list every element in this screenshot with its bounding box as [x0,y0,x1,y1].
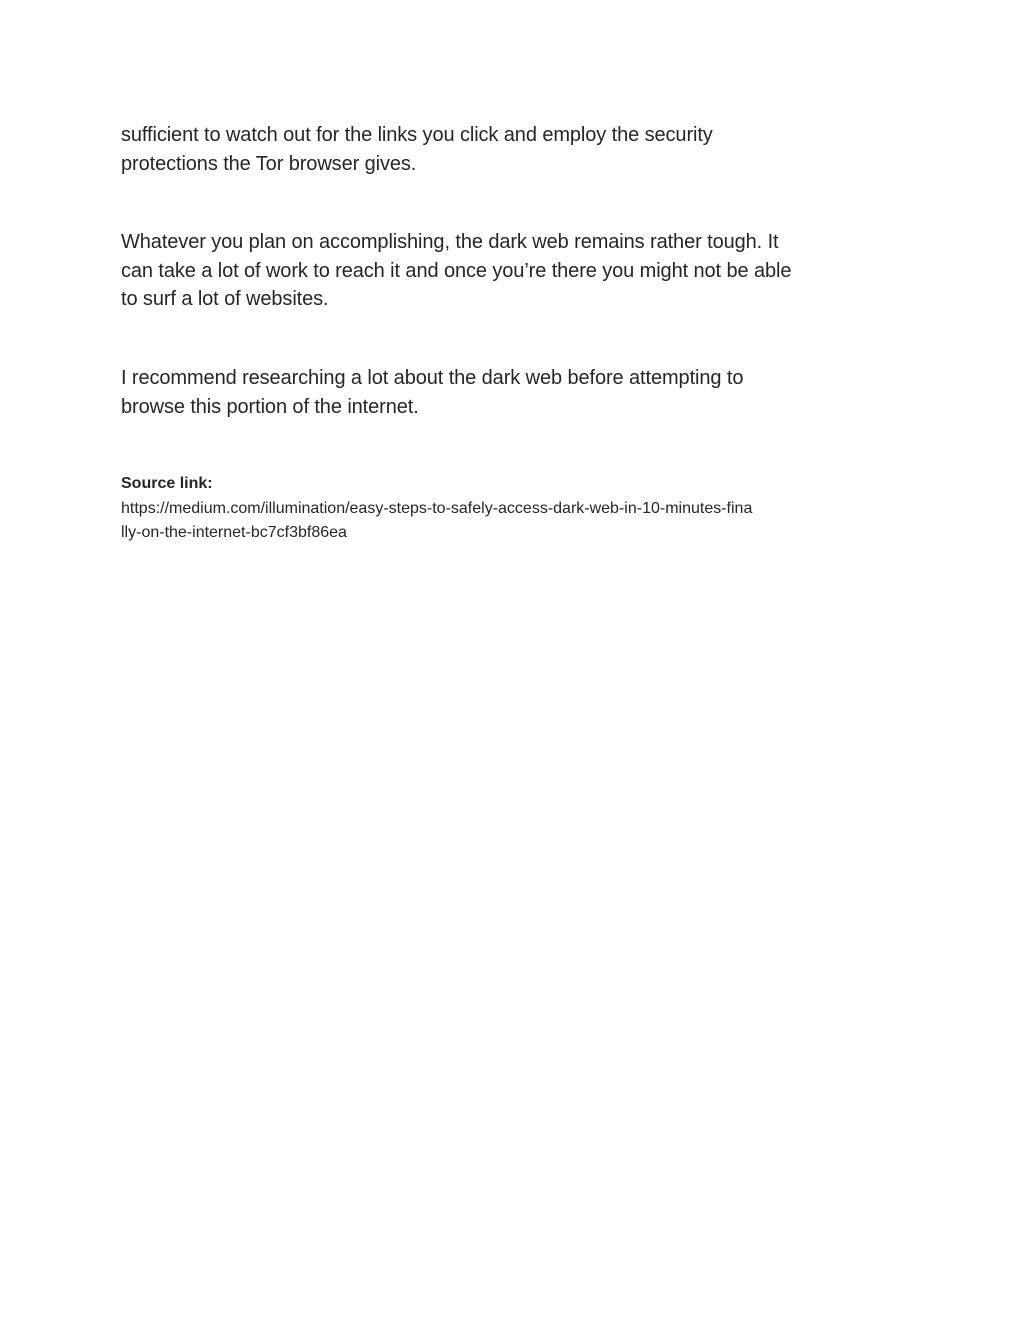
paragraph-recommendation: I recommend researching a lot about the dark web before attempting to browse this portion of the internet. [121,367,744,418]
paragraph-tor-security: sufficient to watch out for the links you click and employ the security protections the Tor browser gives. [121,124,713,175]
source-block [121,472,881,546]
source-url-link[interactable]: https://medium.com/illumination/easy-steps-to-safely-access-dark-web-in-10-minutes-fina lly-on-the-internet-bc7cf3bf86ea [121,499,753,541]
source-label: Source link: [121,475,213,492]
paragraph-dark-web-tough: Whatever you plan on accomplishing, the dark web remains rather tough. It can take a lot of work to reach it and once you’re there you might not be able to surf a lot of websites. [121,231,792,311]
